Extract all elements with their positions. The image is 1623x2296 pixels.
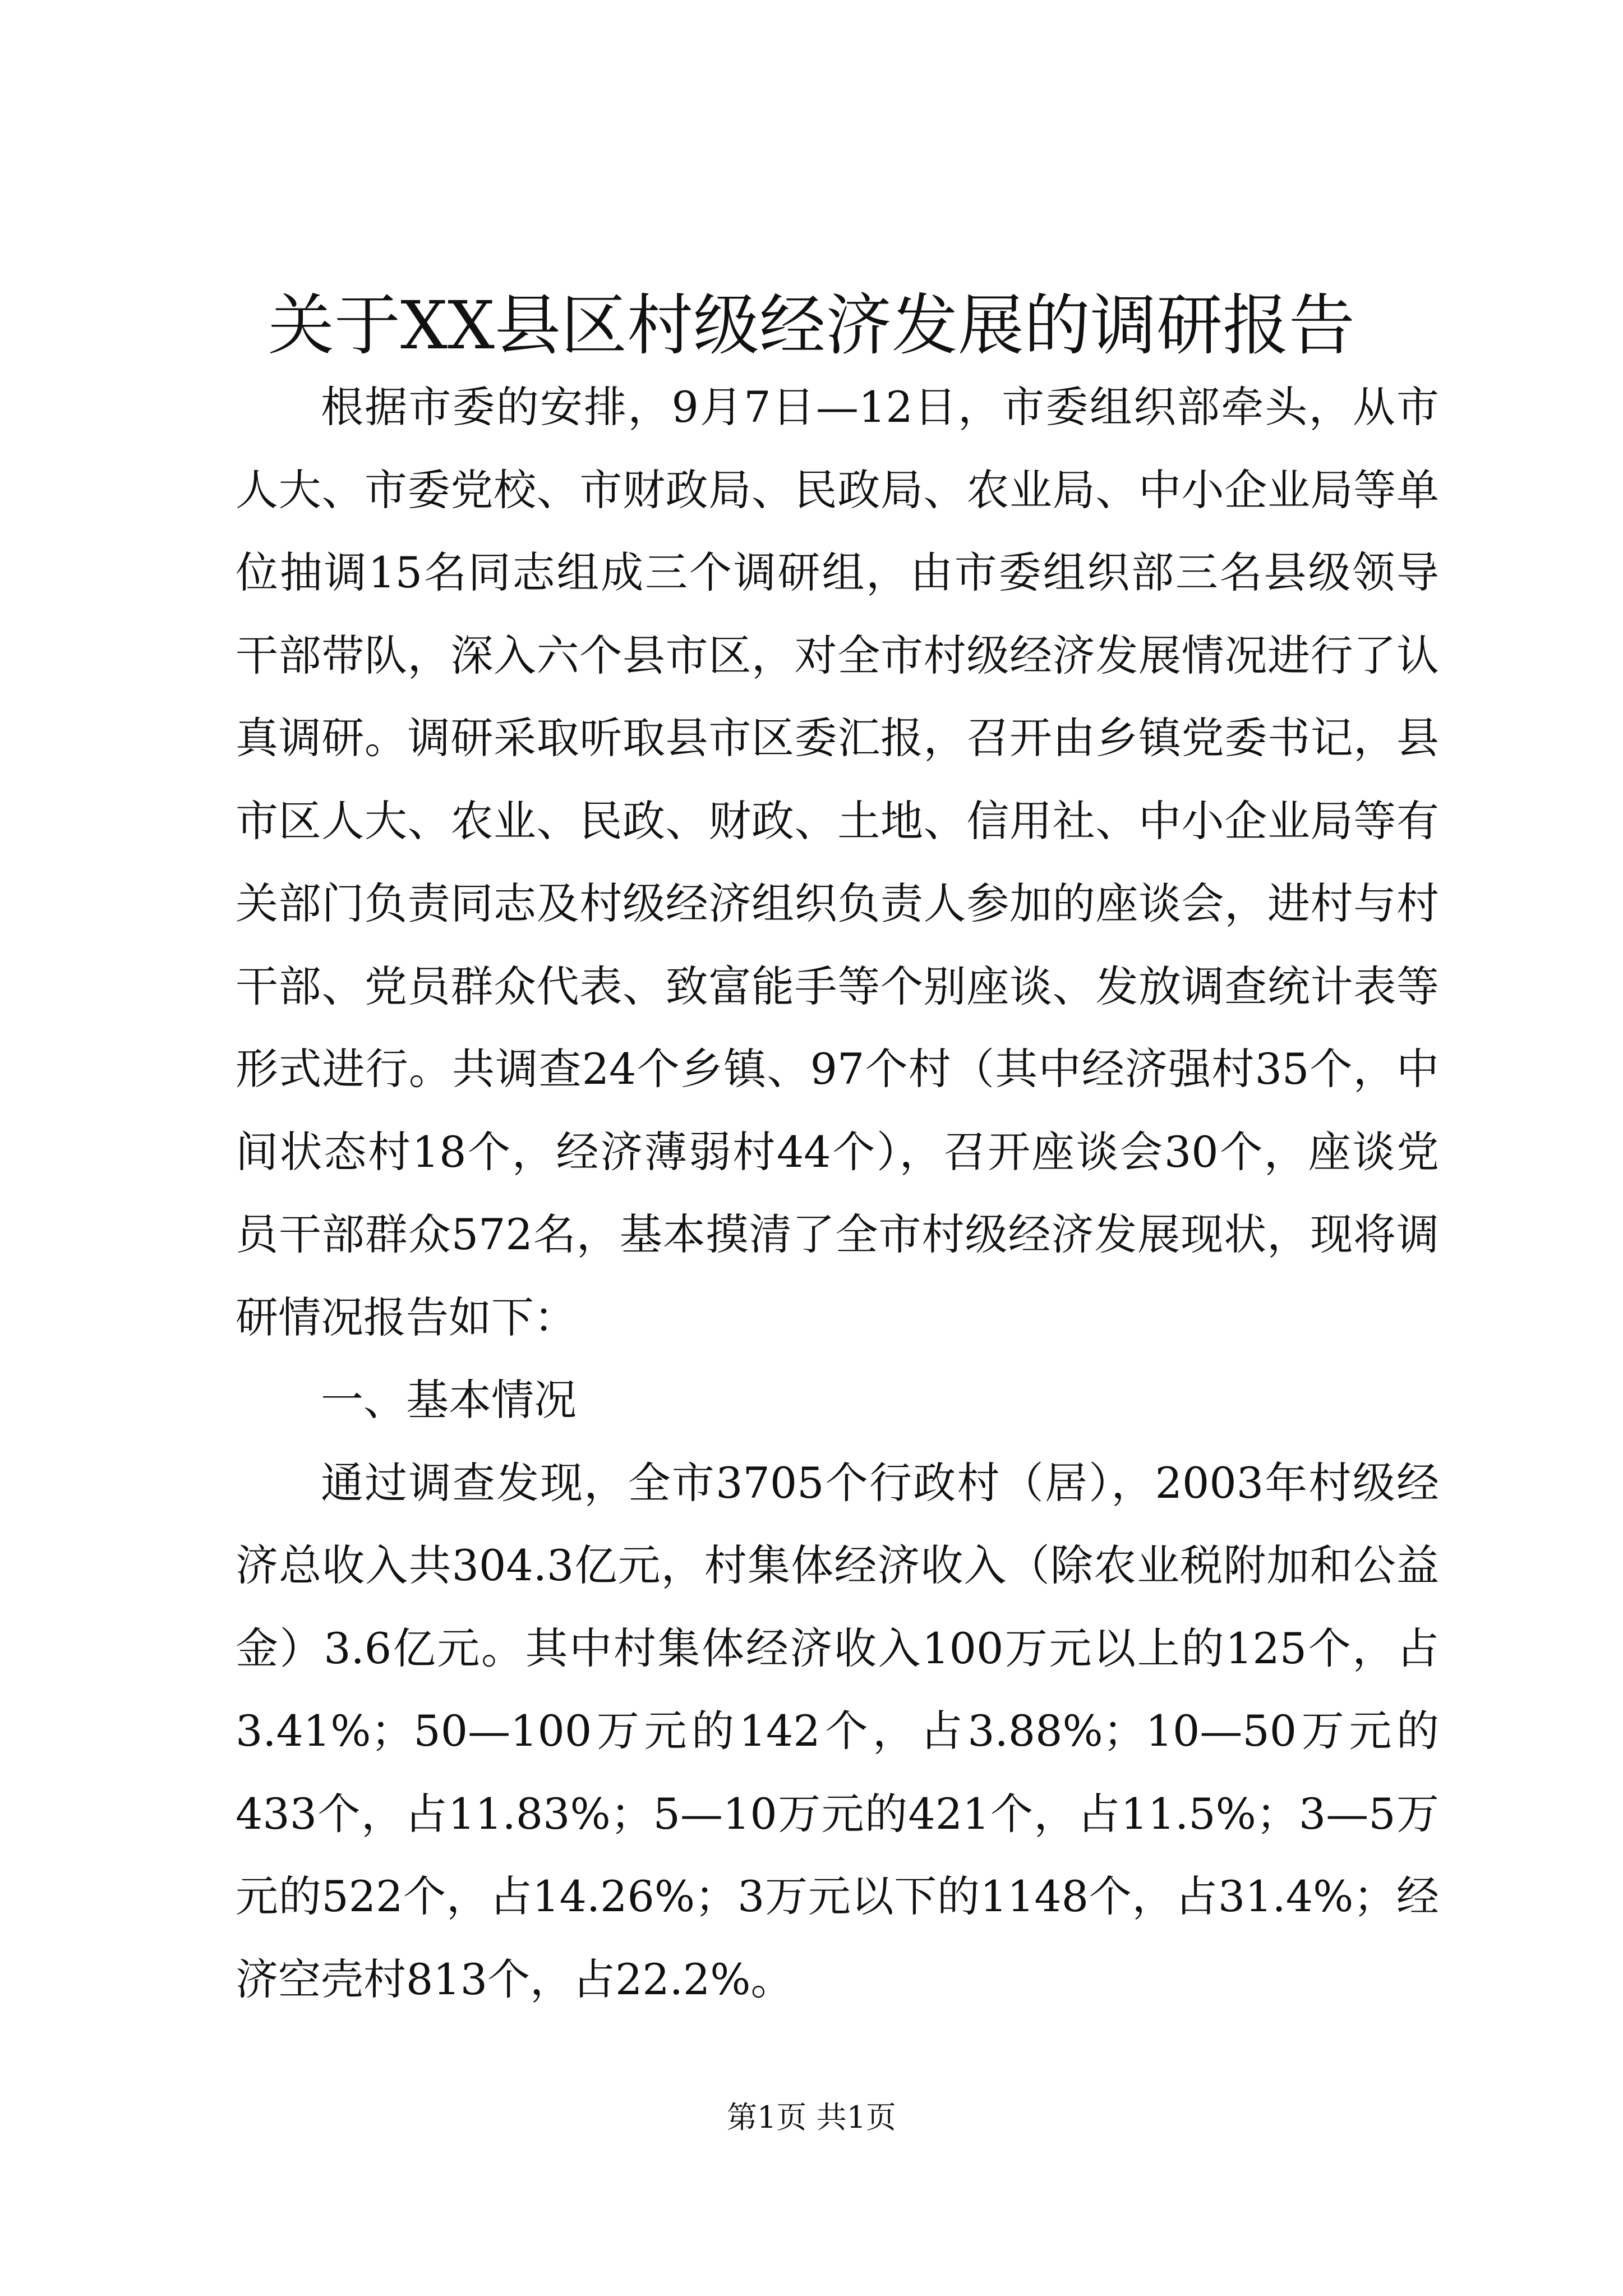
document-title: 关于XX县区村级经济发展的调研报告: [268, 287, 1355, 364]
paragraph-intro: 根据市委的安排，9月7日—12日，市委组织部牵头，从市人大、市委党校、市财政局、民政局、农业局、中小企业局等单位抽调15名同志组成三个调研组，由市委组织部三名县级领导干部带队，深入六个县市区，对全市村级经济发展情况进行了认真调研。调研采取听取县市区委汇报，召开由乡镇党委书记，县市区人大、农业、民政、财政、土地、信用社、中小企业局等有关部门负责同志及村级经济组织负责人参加的座谈会，进村与村干部、党员群众代表、致富能手等个别座谈、发放调查统计表等形式进行。共调查24个乡镇、97个村（其中经济强村35个，中间状态村18个，经济薄弱村44个），召开座谈会30个，座谈党员干部群众572名，基本摸清了全市村级经济发展现状，现将调研情况报告如下：: [236, 382, 1439, 1342]
paragraph-basic-situation: 通过调查发现，全市3705个行政村（居），2003年村级经济总收入共304.3亿元，村集体经济收入（除农业税附加和公益金）3.6亿元。其中村集体经济收入100万元以上的125个，占3.41%；50—100万元的142个，占3.88%；10—50万元的433个，占11.83%；5—10万元的421个，占11.5%；3—5万元的522个，占14.26%；3万元以下的1148个，占31.4%；经济空壳村813个，占22.2%。: [236, 1457, 1439, 2004]
section-heading-basic-situation: 一、基本情况: [321, 1375, 577, 1425]
page-number-footer: 第1页 共1页: [727, 2100, 896, 2135]
document-body: [236, 366, 1439, 2021]
